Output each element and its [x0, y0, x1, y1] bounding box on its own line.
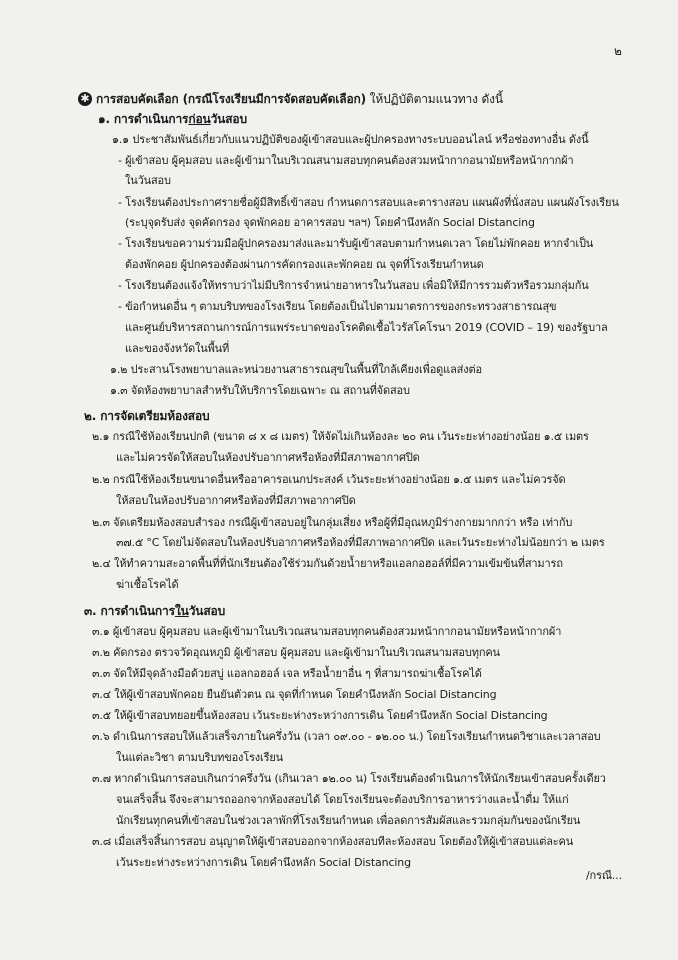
section-1-title: ๑. การดำเนินการก่อนวันสอบ — [98, 112, 247, 126]
s3-line: เว้นระยะห่างระหว่างการเดิน โดยคำนึงหลัก Social Distancing — [116, 856, 411, 869]
s3-line: ๓.๕ ให้ผู้เข้าสอบทยอยขึ้นห้องสอบ เว้นระยะห่างระหว่างการเดิน โดยคำนึงหลัก Social Distancing — [92, 709, 548, 722]
s2-line: ให้สอบในห้องปรับอากาศหรือห้องที่มีสภาพอากาศปิด — [116, 494, 356, 507]
page-number: ๒ — [614, 44, 622, 58]
s3-line: ๓.๖ ดำเนินการสอบให้แล้วเสร็จภายในครึ่งวัน (เวลา ๐๙.๐๐ - ๑๒.๐๐ น.) โดยโรงเรียนกำหนดวิชาและเวลาสอบ — [92, 730, 601, 743]
s3-line: ๓.๔ ให้ผู้เข้าสอบพักคอย ยืนยันตัวตน ณ จุดที่กำหนด โดยคำนึงหลัก Social Distancing — [92, 688, 497, 701]
s3-line: ๓.๗ หากดำเนินการสอบเกินกว่าครึ่งวัน (เกินเวลา ๑๒.๐๐ น) โรงเรียนต้องดำเนินการให้นักเรียนเข้าสอบครั้งเดียว — [92, 772, 606, 785]
s2-line: ๒.๑ กรณีใช้ห้องเรียนปกติ (ขนาด ๘ x ๘ เมตร) ให้จัดไม่เกินห้องละ ๒๐ คน เว้นระยะห่างอย่างน้อย ๑.๕ เมตร — [92, 430, 589, 443]
s1-line: - ข้อกำหนดอื่น ๆ ตามบริบทของโรงเรียน โดยต้องเป็นไปตามมาตรการของกระทรวงสาธารณสุข — [118, 300, 557, 313]
s1-line: - โรงเรียนขอความร่วมมือผู้ปกครองมาส่งและมารับผู้เข้าสอบตามกำหนดเวลา โดยไม่พักคอย หากจำเป็น — [118, 237, 594, 250]
s3-line: ๓.๑ ผู้เข้าสอบ ผู้คุมสอบ และผู้เข้ามาในบริเวณสนามสอบทุกคนต้องสวมหน้ากากอนามัยหรือหน้ากากผ้า — [92, 625, 562, 638]
s2-line: ๓๗.๕ °C โดยไม่จัดสอบในห้องปรับอากาศหรือห้องที่มีสภาพอากาศปิด และเว้นระยะห่างไม่น้อยกว่า ๒ เมตร — [116, 536, 605, 549]
s1-line: ในวันสอบ — [125, 174, 171, 187]
s1-line: ๑.๓ จัดห้องพยาบาลสำหรับให้บริการโดยเฉพาะ ณ สถานที่จัดสอบ — [110, 384, 410, 397]
s1-line: (ระบุจุดรับส่ง จุดคัดกรอง จุดพักคอย อาคารสอบ ฯลฯ) โดยคำนึงหลัก Social Distancing — [125, 216, 535, 229]
s3-line: ๓.๘ เมื่อเสร็จสิ้นการสอบ อนุญาตให้ผู้เข้าสอบออกจากห้องสอบทีละห้องสอบ โดยต้องให้ผู้เข้าสอบแต่ละคน — [92, 835, 574, 848]
main-heading-bold: การสอบคัดเลือก (กรณีโรงเรียนมีการจัดสอบคัดเลือก) — [96, 92, 366, 106]
s2-line: และไม่ควรจัดให้สอบในห้องปรับอากาศหรือห้องที่มีสภาพอากาศปิด — [116, 451, 420, 464]
s1-line: ๑.๑ ประชาสัมพันธ์เกี่ยวกับแนวปฏิบัติของผู้เข้าสอบและผู้ปกครองทางระบบออนไลน์ หรือช่องทางอื่น ดังนี้ — [112, 133, 589, 146]
s1-line: ๑.๒ ประสานโรงพยาบาลและหน่วยงานสาธารณสุขในพื้นที่ใกล้เคียงเพื่อดูแลส่งต่อ — [110, 363, 482, 376]
s1-line: ต้องพักคอย ผู้ปกครองต้องผ่านการคัดกรองและพักคอย ณ จุดที่โรงเรียนกำหนด — [125, 258, 484, 271]
star-bullet-icon: ✱ — [78, 92, 92, 106]
s2-line: ๒.๔ ให้ทำความสะอาดพื้นที่ที่นักเรียนต้องใช้ร่วมกันด้วยน้ำยาหรือแอลกอฮอล์ที่มีความเข้มข้นที่สามารถ — [92, 557, 563, 570]
section-2-title: ๒. การจัดเตรียมห้องสอบ — [84, 409, 210, 423]
s3-line: จนเสร็จสิ้น จึงจะสามารถออกจากห้องสอบได้ โดยโรงเรียนจะต้องบริการอาหารว่างและน้ำดื่ม ให้แก่ — [116, 793, 569, 806]
s2-line: ๒.๒ กรณีใช้ห้องเรียนขนาดอื่นหรืออาคารอเนกประสงค์ เว้นระยะห่างอย่างน้อย ๑.๕ เมตร และไม่ควรจัด — [92, 473, 566, 486]
main-heading — [96, 92, 503, 107]
s3-line: นักเรียนทุกคนที่เข้าสอบในช่วงเวลาพักที่โรงเรียนกำหนด เพื่อลดการสัมผัสและรวมกลุ่มกันของนักเรียน — [116, 814, 581, 827]
section-3-title: ๓. การดำเนินการในวันสอบ — [84, 604, 226, 618]
s3-line: ๓.๒ คัดกรอง ตรวจวัดอุณหภูมิ ผู้เข้าสอบ ผู้คุมสอบ และผู้เข้ามาในบริเวณสนามสอบทุกคน — [92, 646, 500, 659]
s2-line: ฆ่าเชื้อโรคได้ — [116, 578, 179, 591]
s1-line: - โรงเรียนต้องประกาศรายชื่อผู้มีสิทธิ์เข้าสอบ กำหนดการสอบและตารางสอบ แผนผังที่นั่งสอบ แผนผังโรงเรียน — [118, 196, 619, 209]
continued-marker: /กรณี... — [586, 869, 622, 882]
s1-line: - ผู้เข้าสอบ ผู้คุมสอบ และผู้เข้ามาในบริเวณสนามสอบทุกคนต้องสวมหน้ากากอนามัยหรือหน้ากากผ้า — [118, 154, 574, 167]
s3-line: ในแต่ละวิชา ตามบริบทของโรงเรียน — [116, 751, 284, 764]
main-heading-rest: ให้ปฏิบัติตามแนวทาง ดังนี้ — [365, 92, 503, 106]
s1-line: - โรงเรียนต้องแจ้งให้ทราบว่าไม่มีบริการจำหน่ายอาหารในวันสอบ เพื่อมิให้มีการรวมตัวหรือรวมกลุ่มกัน — [118, 279, 589, 292]
s1-line: และของจังหวัดในพื้นที่ — [125, 342, 230, 355]
s1-line: และศูนย์บริหารสถานการณ์การแพร่ระบาดของโรคติดเชื้อไวรัสโคโรนา 2019 (COVID – 19) ของรัฐบาล — [125, 321, 608, 334]
s2-line: ๒.๓ จัดเตรียมห้องสอบสำรอง กรณีผู้เข้าสอบอยู่ในกลุ่มเสี่ยง หรือผู้ที่มีอุณหภูมิร่างกายมากกว่า หรือ เท่ากับ — [92, 516, 573, 529]
s3-line: ๓.๓ จัดให้มีจุดล้างมือด้วยสบู่ แอลกอฮอล์ เจล หรือน้ำยาอื่น ๆ ที่สามารถฆ่าเชื้อโรคได้ — [92, 667, 482, 680]
